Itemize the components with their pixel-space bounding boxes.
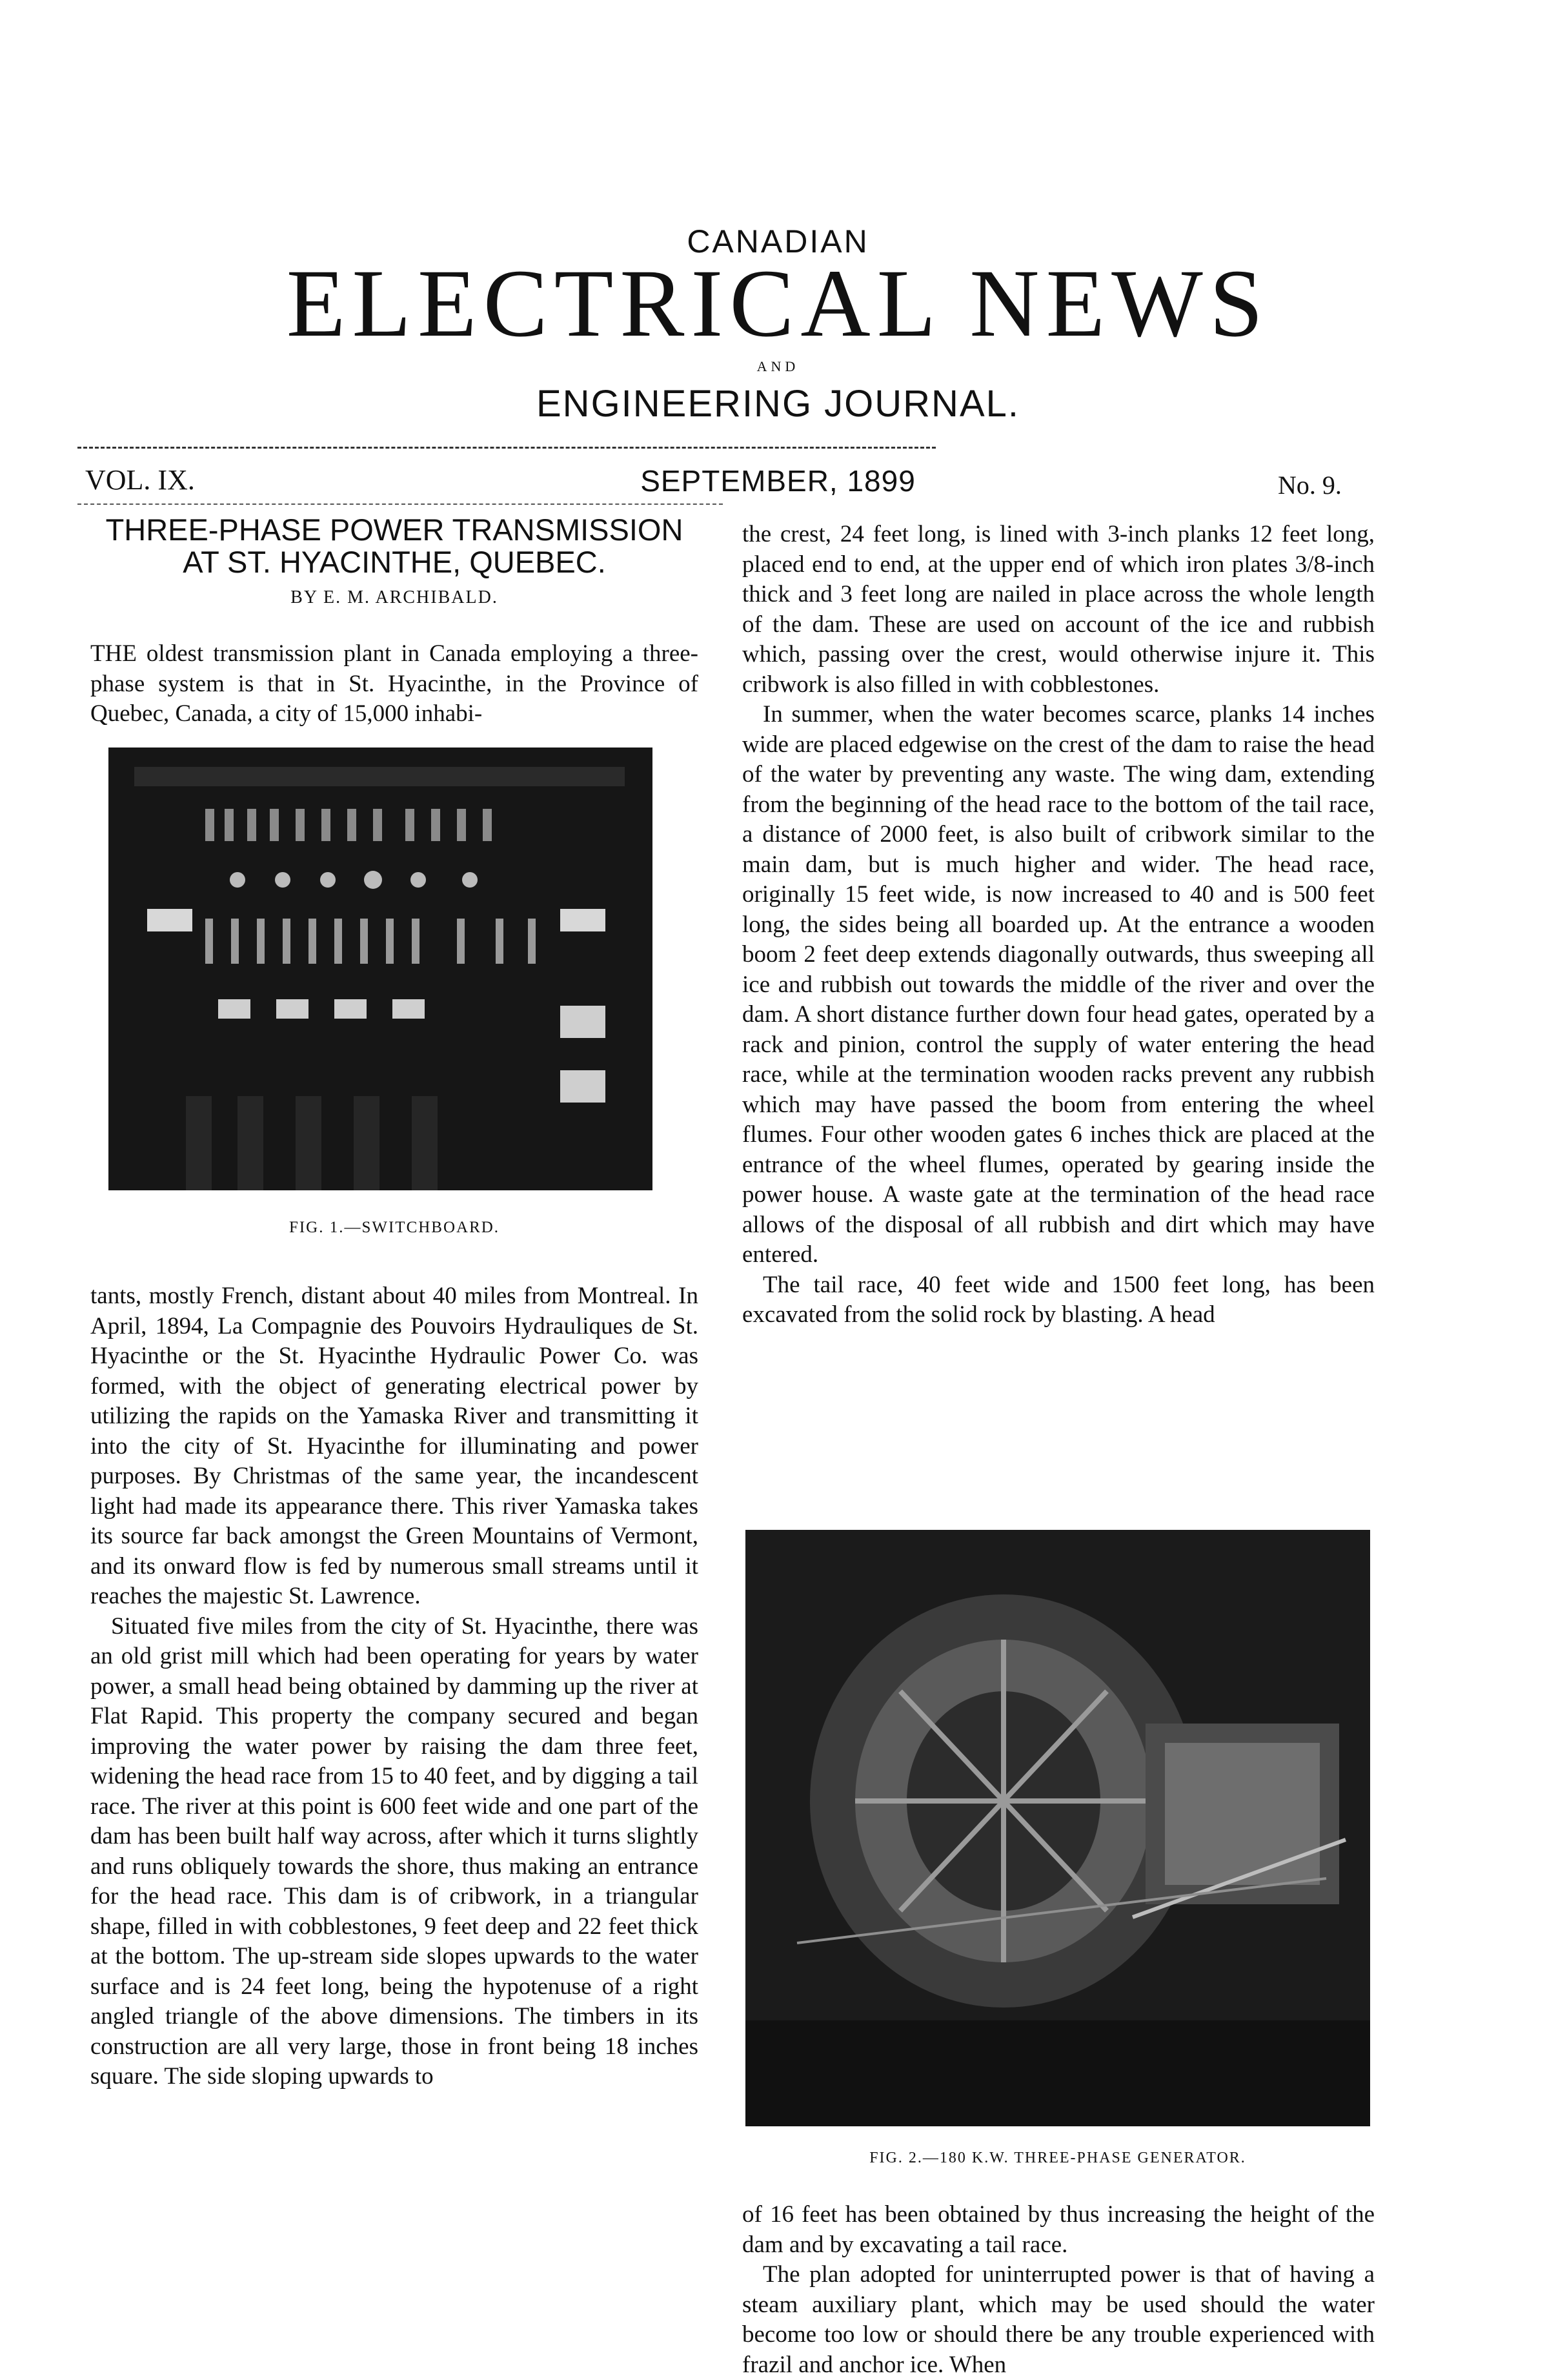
paragraph: THE oldest transmission plant in Canada employing a three-phase system is that in St. Hyacinthe, in the Province of Quebec, Canada, a city of 15,000 inhabi- xyxy=(90,640,698,727)
switchboard-photo xyxy=(108,748,652,1190)
masthead-subtitle: ENGINEERING JOURNAL. xyxy=(536,383,1020,425)
volume-label: VOL. IX. xyxy=(85,464,195,496)
article-column-right-top xyxy=(742,520,1375,1330)
dashed-rule xyxy=(77,447,936,449)
masthead-title: ELECTRICAL NEWS xyxy=(286,250,1270,357)
article-column-left-top xyxy=(90,639,698,729)
article-column-left-bottom xyxy=(90,1281,698,2092)
paragraph: of 16 feet has been obtained by thus increasing the height of the dam and by excavating a tail race. xyxy=(742,2201,1375,2258)
paragraph: Situated five miles from the city of St. Hyacinthe, there was an old grist mill which had been operating for years by water power, a small head being obtained by damming up the river at Flat Rapid. This property the company secured and began improving the water power by raising the dam three feet, widening the head race from 15 to 40 feet, and by digging a tail race. The river at this point is 600 feet wide and one part of the dam has been built half way across, after which it turns slightly and runs obliquely towards the shore, thus making an entrance for the head race. This dam is of cribwork, in a triangular shape, filled in with cobblestones, 9 feet deep and 22 feet thick at the bottom. The up-stream side slopes upwards to the water surface and is 24 feet long, being the hypotenuse of a right angled triangle of the above dimensions. The timbers in its construction are all very large, those in front being 18 inches square. The side sloping upwards to xyxy=(90,1612,698,2090)
figure-caption: FIG. 2.—180 K.W. THREE-PHASE GENERATOR. xyxy=(869,2150,1246,2166)
article-headline: THREE-PHASE POWER TRANSMISSION AT ST. HYACINTHE, QUEBEC. xyxy=(105,513,683,579)
paragraph: In summer, when the water becomes scarce, planks 14 inches wide are placed edgewise on the crest of the dam to raise the head of the water by preventing any waste. The wing dam, extending from the beginning of the head race to the bottom of the tail race, a distance of 2000 feet, is also built of cribwork similar to the main dam, but is much higher and wider. The head race, originally 15 feet wide, is now increased to 40 and is 500 feet long, the sides being all boarded up. At the entrance a wooden boom 2 feet deep extends diagonally outwards, thus sweeping all ice and rubbish out towards the middle of the river and over the dam. A short distance further down four head gates, operated by a rack and pinion, control the supply of water entering the head race, while at the termination wooden racks prevent any rubbish which may have passed the boom from entering the wheel flumes. Four other wooden gates 6 inches thick are placed at the entrance of the wheel flumes, operated by gearing inside the power house. A waste gate at the termination of the head race allows of the disposal of all rubbish and dirt which may have entered. xyxy=(742,701,1375,1268)
figure-caption: FIG. 1.—SWITCHBOARD. xyxy=(288,1219,500,1236)
article-column-right-bottom xyxy=(742,2200,1375,2380)
dashed-rule xyxy=(77,503,723,505)
issue-number: No. 9. xyxy=(1278,471,1342,500)
paragraph: The plan adopted for uninterrupted power is that of having a steam auxiliary plant, which may be used should the water become too low or should there be any trouble experienced with frazil and anchor ice. When xyxy=(742,2261,1375,2378)
issue-date: SEPTEMBER, 1899 xyxy=(640,464,916,498)
paragraph: the crest, 24 feet long, is lined with 3-inch planks 12 feet long, placed end to end, at the upper end of which iron plates 3/8-inch thick and 3 feet long are nailed in place across the whole length of the dam. These are used on account of the ice and rubbish which, passing over the crest, would otherwise injure it. This cribwork is also filled in with cobblestones. xyxy=(742,521,1375,698)
masthead-and: AND xyxy=(756,358,800,374)
article-byline: BY E. M. ARCHIBALD. xyxy=(290,587,498,607)
paragraph: The tail race, 40 feet wide and 1500 feet long, has been excavated from the solid rock by blasting. A head xyxy=(742,1271,1375,1328)
generator-photo xyxy=(745,1530,1370,2126)
masthead-kicker: CANADIAN xyxy=(687,223,869,259)
paragraph: tants, mostly French, distant about 40 miles from Montreal. In April, 1894, La Compagnie des Pouvoirs Hydrauliques de St. Hyacinthe or the St. Hyacinthe Hydraulic Power Co. was formed, with the object of generating electrical power by utilizing the rapids on the Yamaska River and transmitting it into the city of St. Hyacinthe for illuminating and power purposes. By Christmas of the same year, the incandescent light had made its appearance there. This river Yamaska takes its source far back amongst the Green Mountains of Vermont, and its onward flow is fed by numerous small streams until it reaches the majestic St. Lawrence. xyxy=(90,1283,698,1609)
